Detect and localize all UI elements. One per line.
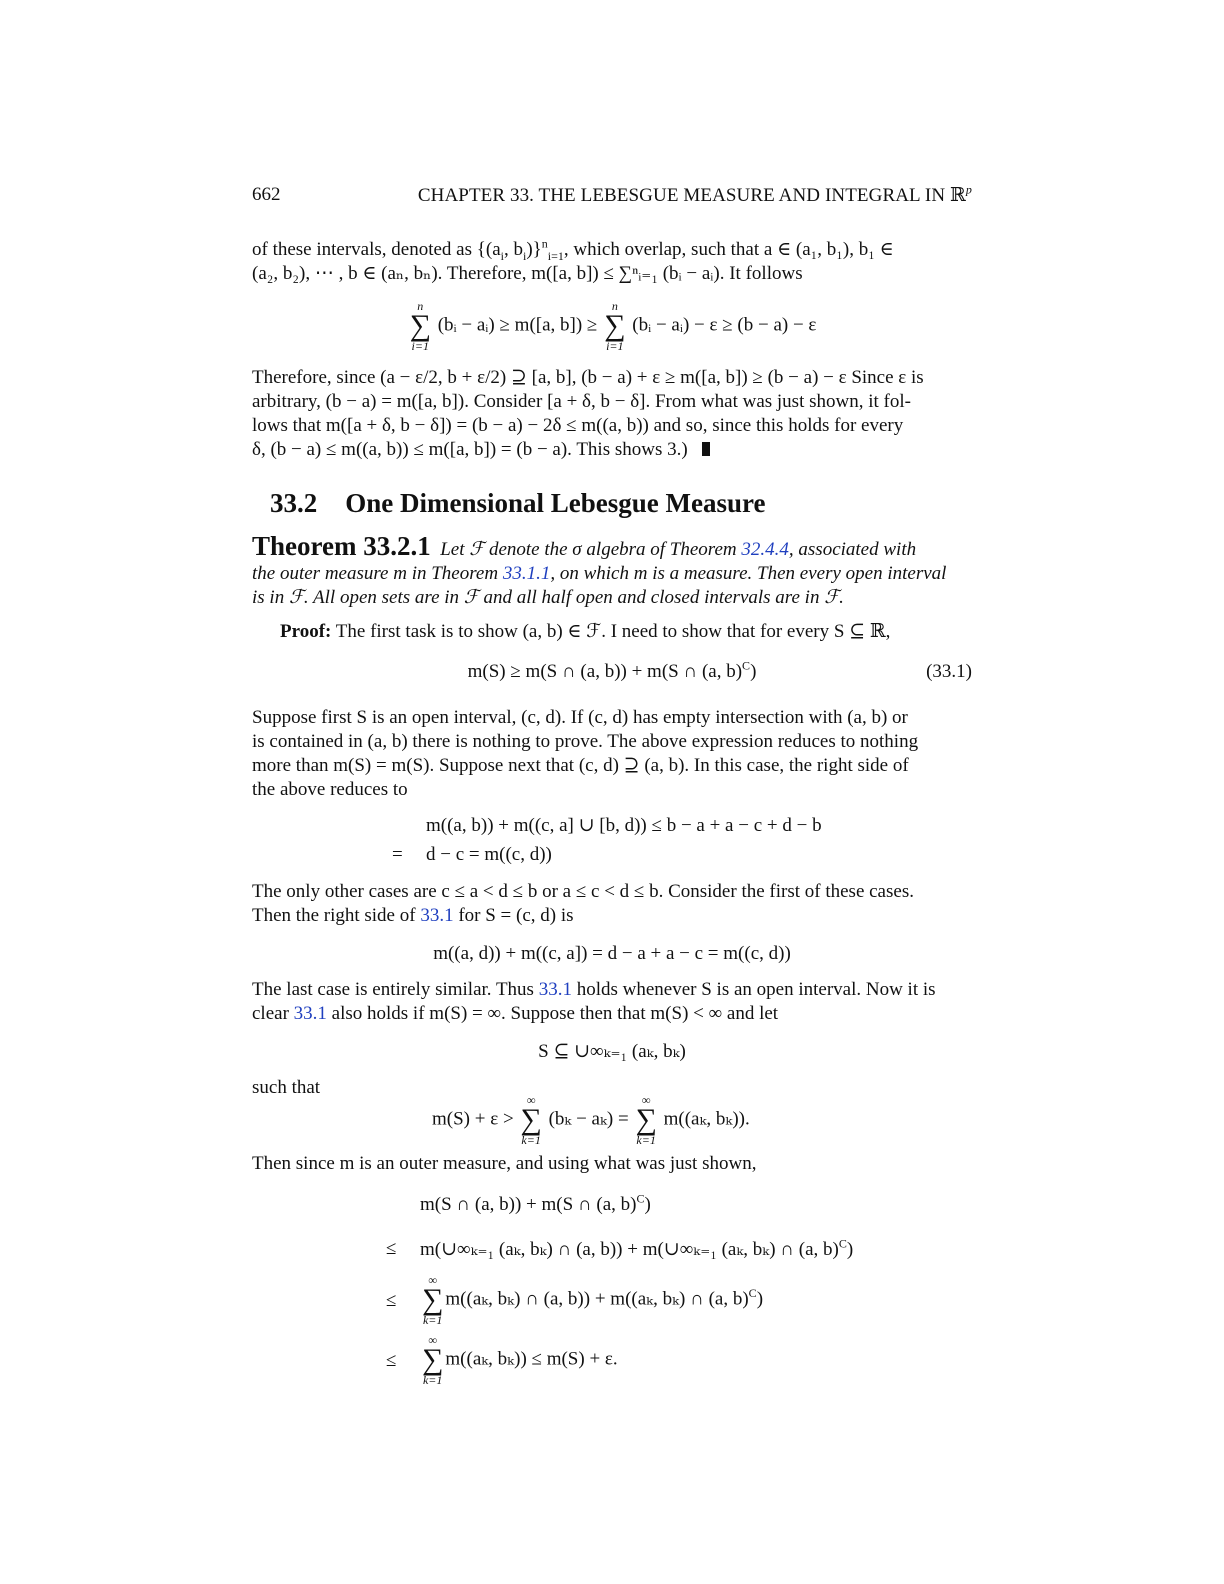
theorem-block xyxy=(252,531,972,610)
equation-epsilon-bound: m(S) + ε > ∞ ∑ k=1 (bₖ − aₖ) = ∞ ∑ k=1 m((aₖ, bₖ)). xyxy=(432,1093,750,1147)
paragraph-last-case xyxy=(252,978,972,1026)
equation-link[interactable]: 33.1 xyxy=(420,905,454,926)
theorem-heading: Theorem 33.2.1 xyxy=(252,531,431,561)
equation-line: m(∪∞ₖ₌₁ (aₖ, bₖ) ∩ (a, b)) + m(∪∞ₖ₌₁ (aₖ, bₖ) ∩ (a, b)$^C$) xyxy=(420,1236,854,1260)
text-line: Therefore, since (a − ε/2, b + ε/2) ⊇ [a, b], (b − a) + ε ≥ m([a, b]) ≥ (b − a) − ε Since ε is xyxy=(252,367,924,388)
text-line: Then the right side of 33.1 for S = (c, d) is xyxy=(252,905,574,926)
text-line: of these intervals, denoted as {($a_i$, $b_i)\}^n_{i=1}$, which overlap, such that a ∈ (a₁, b₁), b₁ ∈ xyxy=(252,236,894,263)
relation-symbol: ≤ xyxy=(386,1290,397,1311)
text-line: Suppose first S is an open interval, (c, d). If (c, d) has empty intersection with (a, b) or xyxy=(252,707,908,728)
text-line: the outer measure m in Theorem 33.1.1, on which m is a measure. Then every open interval xyxy=(252,563,947,584)
equation-line: m(S ∩ (a, b)) + m(S ∩ (a, b)$^C$) xyxy=(420,1191,651,1215)
sum-symbol: n ∑ i=1 xyxy=(409,299,431,353)
sum-symbol: n ∑ i=1 xyxy=(604,299,626,353)
paragraph-conclusion xyxy=(252,366,972,462)
section-heading: 33.2 One Dimensional Lebesgue Measure xyxy=(270,488,766,518)
paragraph-outer-measure: Then since m is an outer measure, and using what was just shown, xyxy=(252,1153,757,1174)
equation-first-case: m((a, d)) + m((c, a]) = d − a + a − c = m((c, d)) xyxy=(433,943,791,964)
paragraph-intervals xyxy=(252,238,972,286)
sum-symbol: ∞ ∑ k=1 xyxy=(422,1273,444,1327)
text-line: more than m(S) = m(S). Suppose next that (c, d) ⊇ (a, b). In this case, the right side of xyxy=(252,755,909,776)
paragraph-open-interval xyxy=(252,706,972,802)
qed-square-icon xyxy=(702,442,710,456)
text-line: The only other cases are c ≤ a < d ≤ b or a ≤ c < d ≤ b. Consider the first of these cases. xyxy=(252,881,914,902)
theorem-link[interactable]: 32.4.4 xyxy=(741,539,789,560)
proof-label: Proof: xyxy=(280,621,332,642)
equation-cover: S ⊆ ∪∞ₖ₌₁ (aₖ, bₖ) xyxy=(538,1041,686,1062)
equation-line: m((a, b)) + m((c, a] ∪ [b, d)) ≤ b − a + a − c + d − b xyxy=(426,815,822,836)
chapter-title: CHAPTER 33. THE LEBESGUE MEASURE AND INTEGRAL IN ℝ$^p$ xyxy=(417,182,972,206)
text-line: clear 33.1 also holds if m(S) = ∞. Suppose then that m(S) < ∞ and let xyxy=(252,1003,779,1024)
relation-symbol: ≤ xyxy=(386,1238,397,1259)
equation-line: ∞ ∑ k=1 m((aₖ, bₖ)) ≤ m(S) + ε. xyxy=(422,1333,618,1387)
text-such-that: such that xyxy=(252,1077,321,1098)
equation-33-1: m(S) ≥ m(S ∩ (a, b)) + m(S ∩ (a, b)$^C$) (33.1) xyxy=(467,658,972,682)
text-line: the above reduces to xyxy=(252,779,408,800)
proof-intro: Proof: The first task is to show (a, b) ∈ ℱ. I need to show that for every S ⊆ ℝ, xyxy=(280,621,891,642)
equation-sum-bound: n ∑ i=1 (bᵢ − aᵢ) ≥ m([a, b]) ≥ n ∑ i=1 (bᵢ − aᵢ) − ε ≥ (b − a) − ε xyxy=(409,299,817,353)
text-line: is contained in (a, b) there is nothing to prove. The above expression reduces to nothing xyxy=(252,731,919,752)
equation-line: d − c = m((c, d)) xyxy=(426,844,552,865)
page-number: 662 xyxy=(252,184,281,205)
sum-symbol: ∞ ∑ k=1 xyxy=(422,1333,444,1387)
text-line: is in ℱ. All open sets are in ℱ and all half open and closed intervals are in ℱ. xyxy=(252,587,844,608)
paragraph-other-cases xyxy=(252,880,972,928)
text-line: (a₂, b₂), ⋯ , b ∈ (aₙ, bₙ). Therefore, m([a, b]) ≤ ∑ⁿᵢ₌₁ (bᵢ − aᵢ). It follows xyxy=(252,263,803,284)
sum-symbol: ∞ ∑ k=1 xyxy=(520,1093,542,1147)
equation-number: (33.1) xyxy=(926,661,972,682)
running-header xyxy=(252,184,972,210)
text-line: Theorem 33.2.1 Let ℱ denote the σ algebra of Theorem 32.4.4, associated with xyxy=(252,531,917,561)
sum-symbol: ∞ ∑ k=1 xyxy=(635,1093,657,1147)
relation-symbol: ≤ xyxy=(386,1350,397,1371)
equation-line: ∞ ∑ k=1 m((aₖ, bₖ) ∩ (a, b)) + m((aₖ, bₖ) ∩ (a, b)$^C$) xyxy=(422,1273,764,1327)
text-line: δ, (b − a) ≤ m((a, b)) ≤ m([a, b]) = (b − a). This shows 3.) xyxy=(252,438,972,462)
theorem-link[interactable]: 33.1.1 xyxy=(502,563,551,584)
text-line: lows that m([a + δ, b − δ]) = (b − a) − 2δ ≤ m((a, b)) and so, since this holds for every xyxy=(252,415,904,436)
equation-link[interactable]: 33.1 xyxy=(538,979,572,1000)
equation-link[interactable]: 33.1 xyxy=(293,1003,327,1024)
relation-symbol: = xyxy=(392,844,403,865)
text-line: arbitrary, (b − a) = m([a, b]). Consider [a + δ, b − δ]. From what was just shown, it fol- xyxy=(252,391,911,412)
text-line: The last case is entirely similar. Thus 33.1 holds whenever S is an open interval. Now it is xyxy=(252,979,936,1000)
